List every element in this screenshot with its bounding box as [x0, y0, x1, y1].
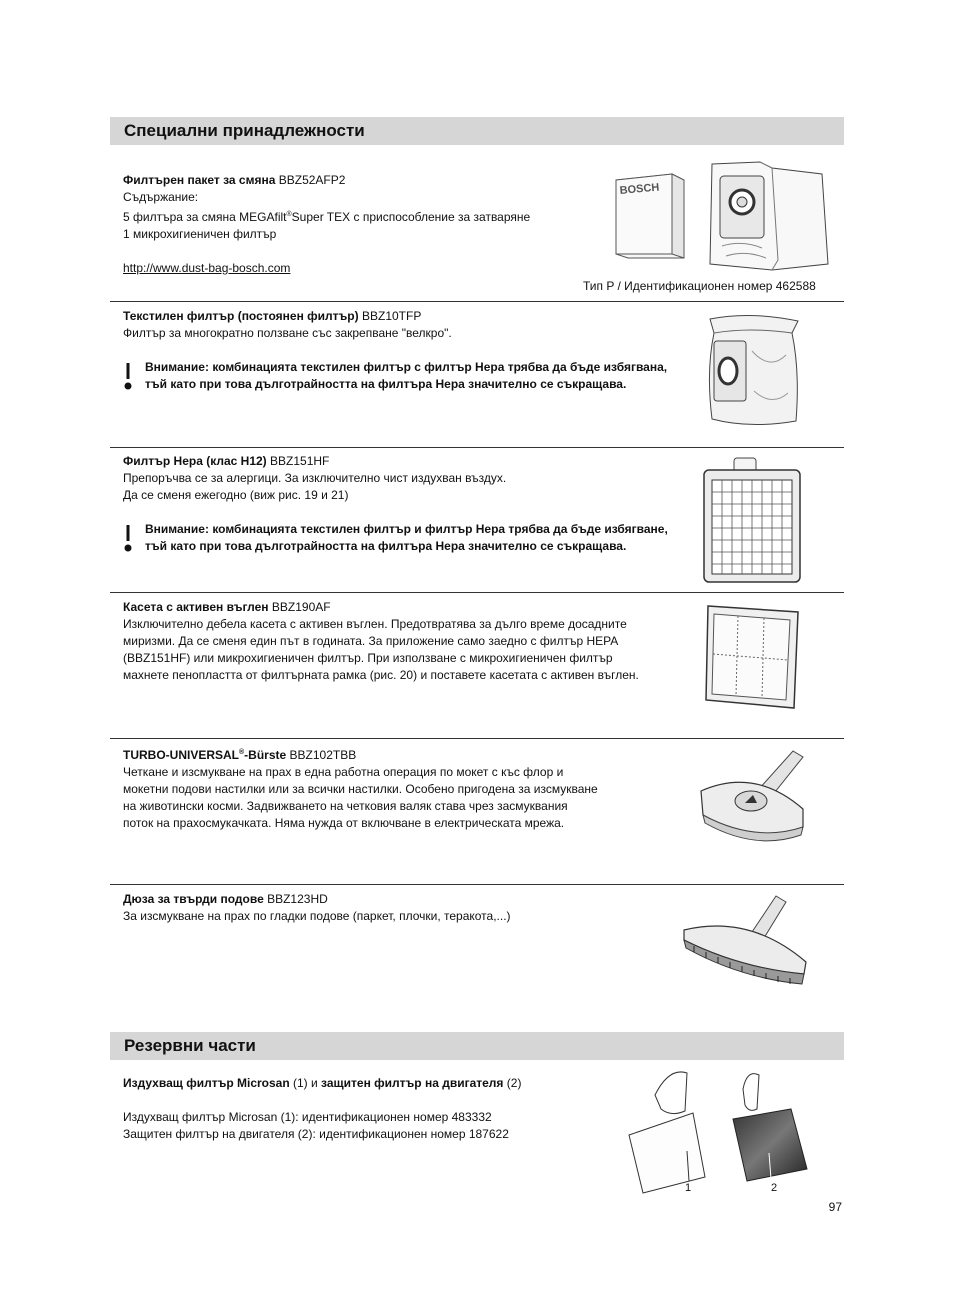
- warning-textile-filter: [123, 359, 683, 393]
- item-line: на животински косми. Задвижването на четковия валяк става чрез засмуквания: [123, 799, 568, 813]
- microsan-filters-image: [625, 1065, 815, 1195]
- warning-text: Внимание: комбинацията текстилен филтър с филтър Hepa трябва да бъде избягвана, тъй като при това дълготрайността на филтъра Hepa значително се съкращава.: [145, 360, 668, 391]
- item-exhaust-motor-filters: [123, 1075, 521, 1143]
- item-title: Дюза за твърди подове: [123, 892, 264, 906]
- section-title: Резервни части: [124, 1036, 256, 1055]
- item-title: защитен филтър на двигателя: [321, 1076, 504, 1090]
- divider: [110, 884, 844, 885]
- section-header-spare-parts: [110, 1032, 844, 1060]
- item-line: 5 филтъра за смяна MEGAfilt: [123, 210, 287, 224]
- item-line: Защитен филтър на двигателя (2): идентификационен номер 187622: [123, 1127, 509, 1141]
- item-text: (2): [503, 1076, 522, 1090]
- item-turbo-brush: [123, 744, 598, 832]
- item-line: махнете пенопластта от филтърната рамка (рис. 20) и поставете касетата с активен въглен.: [123, 668, 639, 682]
- item-line: Препоръчва се за алергици. За изключително чист издухван въздух.: [123, 471, 507, 485]
- item-line: За изсмукване на прах по гладки подове (паркет, плочки, теракота,...): [123, 909, 511, 923]
- item-code: BBZ190AF: [268, 600, 331, 614]
- item-title: Филтърен пакет за смяна: [123, 173, 276, 187]
- item-line: Да се сменя ежегодно (виж рис. 19 и 21): [123, 488, 349, 502]
- item-title: Издухващ филтър Microsan: [123, 1076, 290, 1090]
- filter-box-image: [610, 170, 690, 260]
- exclamation-icon: [123, 523, 133, 553]
- item-hard-floor-nozzle: [123, 891, 511, 925]
- registered-mark: ®: [239, 749, 245, 756]
- item-line: 1 микрохигиеничен филтър: [123, 227, 277, 241]
- box-brand-text: BOSCH: [619, 181, 660, 197]
- item-line: Издухващ филтър Microsan (1): идентификационен номер 483332: [123, 1110, 492, 1124]
- registered-mark: ®: [286, 211, 292, 218]
- item-code: BBZ123HD: [263, 892, 328, 906]
- item-code: BBZ151HF: [266, 454, 330, 468]
- item-line: мокетни подови настилки или за всички настилки. Особено пригодена за изсмукване: [123, 782, 598, 796]
- carbon-cassette-image: [702, 602, 802, 712]
- item-textile-filter: [123, 308, 452, 342]
- item-title: TURBO-UNIVERSAL: [123, 748, 239, 762]
- filter-label-2: 2: [771, 1182, 778, 1194]
- filter-label-1: 1: [685, 1182, 692, 1194]
- warning-hepa-filter: [123, 521, 683, 555]
- hard-floor-nozzle-image: [680, 892, 810, 992]
- item-code: BBZ52AFP2: [275, 173, 346, 187]
- item-line: миризми. Да се сменя един път в годината. За приложение само заедно с филтър HEPA: [123, 634, 619, 648]
- section-title: Специални принадлежности: [124, 121, 365, 140]
- hepa-filter-image: [700, 456, 805, 586]
- item-line: (BBZ151HF) или микрохигиеничен филтър. При използване с микрохигиеничен филтър: [123, 651, 613, 665]
- item-line: Изключително дебела касета с активен въглен. Предотвратява за дълго време досадните: [123, 617, 627, 631]
- item-line: поток на прахосмукачката. Няма нужда от включване в електрическата мрежа.: [123, 816, 565, 830]
- textile-filter-image: [700, 311, 810, 431]
- item-caption: Тип P / Идентификационен номер 462588: [583, 279, 816, 293]
- item-title: Филтър Hepa (клас H12): [123, 454, 267, 468]
- item-text: (1) и: [289, 1076, 322, 1090]
- item-replacement-filter-pack: [123, 172, 530, 277]
- section-header-accessories: [110, 117, 844, 145]
- divider: [110, 592, 844, 593]
- page-number: 97: [828, 1200, 842, 1214]
- item-line: Съдържание:: [123, 190, 199, 204]
- item-activated-carbon: [123, 599, 639, 684]
- dust-bag-image: [702, 160, 832, 272]
- warning-text: Внимание: комбинацията текстилен филтър и филтър Hepa трябва да бъде избягване, тъй като при това дълготрайността на филтъра Hepa значително се съкращава.: [145, 522, 668, 553]
- item-line: Четкане и изсмукване на прах в една работна операция по мокет с къс флор и: [123, 765, 564, 779]
- item-code: BBZ10TFP: [358, 309, 422, 323]
- exclamation-icon: [123, 361, 133, 391]
- item-title: Касета с активен въглен: [123, 600, 269, 614]
- item-title: Текстилен филтър (постоянен филтър): [123, 309, 359, 323]
- divider: [110, 447, 844, 448]
- divider: [110, 738, 844, 739]
- item-line: Филтър за многократно ползване със закрепване "велкро".: [123, 326, 452, 340]
- divider: [110, 301, 844, 302]
- turbo-brush-image: [695, 745, 810, 850]
- item-title-rest: -Bürste: [244, 748, 287, 762]
- item-hepa-filter: [123, 453, 506, 504]
- dust-bag-link[interactable]: http://www.dust-bag-bosch.com: [123, 261, 291, 275]
- item-code: BBZ102TBB: [286, 748, 357, 762]
- item-line: Super TEX с приспособление за затваряне: [291, 210, 531, 224]
